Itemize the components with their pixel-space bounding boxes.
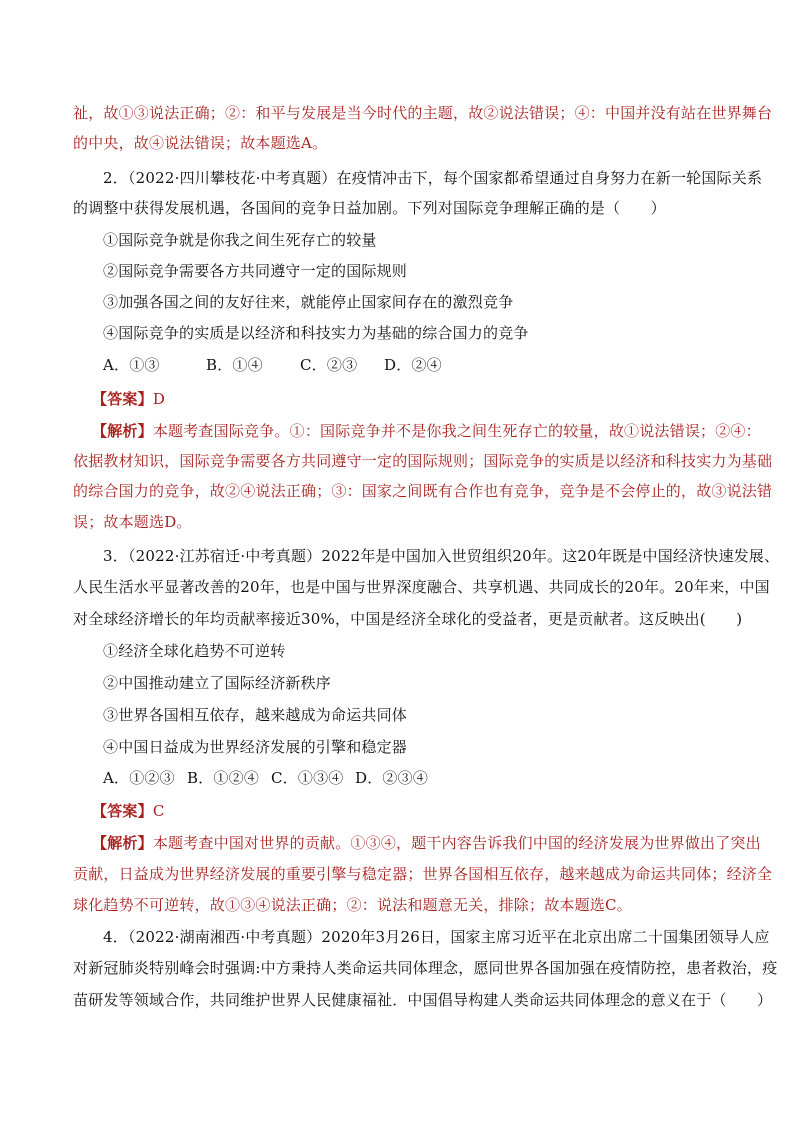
q2-choice-b: B．①④ [206,356,263,374]
q4-stem-line-3: 苗研发等领域合作，共同维护世界人民健康福祉．中国倡导构建人类命运共同体理念的意义在于（ ） [73,991,773,1009]
q1-explanation-line-2: 的中央，故④说法错误；故本题选A。 [73,134,328,152]
q1-explanation-line-1: 祉，故①③说法正确；②：和平与发展是当今时代的主题，故②说法错误；④：中国并没有站在世界舞台 [73,104,773,122]
q2-explanation-line-2: 依据教材知识，国际竞争需要各方共同遵守一定的国际规则；国际竞争的实质是以经济和科技实力为基础 [73,452,773,470]
q3-choice-d: D．②③④ [355,769,429,787]
q3-statement-3: ③世界各国相互依存，越来越成为命运共同体 [103,706,408,724]
q4-stem-line-2: 对新冠肺炎特别峰会时强调:中方秉持人类命运共同体理念，愿同世界各国加强在疫情防控，患者救治，疫 [73,959,778,977]
q3-explanation-line-1 [92,833,761,853]
q2-stem-line-2: 的调整中获得发展机遇，各国间的竞争日益加剧。下列对国际竞争理解正确的是（ ） [73,199,666,217]
q3-stem-line-1: 3．（2022·江苏宿迁·中考真题）2022年是中国加入世贸组织20年。这20年既是中国经济快速发展、 [103,547,780,565]
q3-statement-4: ④中国日益成为世界经济发展的引擎和稳定器 [103,738,408,756]
q2-choices [103,355,753,375]
q3-stem-line-3: 对全球经济增长的年均贡献率接近30%，中国是经济全球化的受益者，更是贡献者。这反映出( ) [73,610,743,628]
q3-explanation-line-2: 贡献，日益成为世界经济发展的重要引擎与稳定器；世界各国相互依存，越来越成为命运共同体；经济全 [73,865,773,883]
q2-choice-c: C．②③ [300,356,358,374]
q2-statement-2: ②国际竞争需要各方共同遵守一定的国际规则 [103,262,408,280]
q2-answer [92,389,742,409]
q2-answer-label: 【答案】 [92,390,153,408]
q2-statement-3: ③加强各国之间的友好往来，就能停止国家间存在的激烈竞争 [103,293,514,311]
q3-stem-line-2: 人民生活水平显著改善的20年，也是中国与世界深度融合、共享机遇、共同成长的20年。20年来，中国 [73,578,770,596]
q3-choice-a: A．①②③ [103,769,175,787]
q4-stem-line-1: 4．（2022·湖南湘西·中考真题）2020年3月26日，国家主席习近平在北京出席二十国集团领导人应 [103,928,770,946]
q3-explanation-label: 【解析】 [92,834,153,852]
q2-explanation-line-4: 误；故本题选D。 [73,513,192,531]
q3-answer [92,801,742,821]
q3-statement-1: ①经济全球化趋势不可逆转 [103,642,286,660]
q3-answer-value: C [152,802,165,820]
q3-explanation-text: 本题考查中国对世界的贡献。①③④，题干内容告诉我们中国的经济发展为世界做出了突出 [152,834,761,852]
q2-explanation-label: 【解析】 [92,422,153,440]
q3-answer-label: 【答案】 [92,802,153,820]
q3-choices [103,768,753,788]
q2-choice-d: D．②④ [384,356,442,374]
q2-stem-line-1: 2．（2022·四川攀枝花·中考真题）在疫情冲击下，每个国家都希望通过自身努力在新一轮国际关系 [103,169,763,187]
q2-explanation-line-1 [92,421,761,441]
q2-explanation-text: 本题考查国际竞争。①：国际竞争并不是你我之间生死存亡的较量，故①说法错误；②④： [152,422,761,440]
q3-choice-b: B．①②④ [187,769,260,787]
q2-explanation-line-3: 的综合国力的竞争，故②④说法正确；③：国家之间既有合作也有竞争，竞争是不会停止的，故③说法错 [73,482,773,500]
q2-statement-4: ④国际竞争的实质是以经济和科技实力为基础的综合国力的竞争 [103,324,529,342]
q2-choice-a: A．①③ [103,356,160,374]
q3-statement-2: ②中国推动建立了国际经济新秩序 [103,674,332,692]
q2-statement-1: ①国际竞争就是你我之间生死存亡的较量 [103,231,377,249]
q2-answer-value: D [152,390,166,408]
q3-choice-c: C．①③④ [271,769,344,787]
q3-explanation-line-3: 球化趋势不可逆转，故①③④说法正确；②：说法和题意无关，排除；故本题选C。 [73,896,632,914]
